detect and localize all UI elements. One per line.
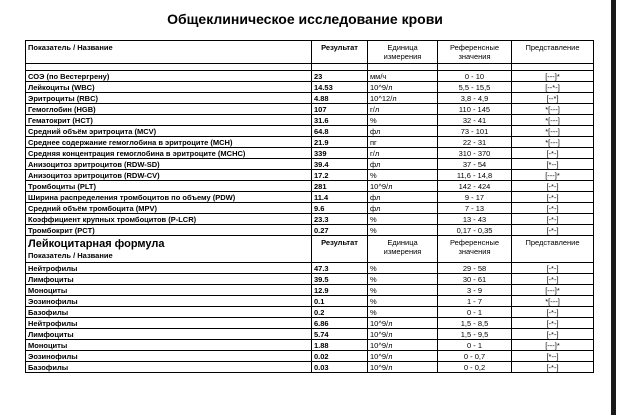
row-result: 39.5 (312, 274, 368, 285)
row-display: [-*-] (512, 263, 594, 274)
row-unit: мм/ч (368, 71, 438, 82)
row-result: 17.2 (312, 170, 368, 181)
row-name: Средний объём тромбоцита (MPV) (26, 203, 312, 214)
row-name: Базофилы (26, 307, 312, 318)
row-result: 0.1 (312, 296, 368, 307)
table-row (26, 148, 594, 159)
row-display: [--*] (512, 93, 594, 104)
row-unit: % (368, 296, 438, 307)
row-unit: 10^9/л (368, 329, 438, 340)
row-reference: 1,5 - 9,5 (438, 329, 512, 340)
row-display: *[---] (512, 126, 594, 137)
row-result: 23.3 (312, 214, 368, 225)
row-reference: 0 - 1 (438, 307, 512, 318)
row-reference: 13 - 43 (438, 214, 512, 225)
blood-test-table (25, 40, 594, 236)
row-display: *[---] (512, 296, 594, 307)
row-display: [-*-] (512, 274, 594, 285)
row-name: Эритроциты (RBC) (26, 93, 312, 104)
row-name: Гемоглобин (HGB) (26, 104, 312, 115)
row-reference: 0 - 0,7 (438, 351, 512, 362)
row-name: Коэффициент крупных тромбоцитов (P-LCR) (26, 214, 312, 225)
row-result: 281 (312, 181, 368, 192)
table-row (26, 203, 594, 214)
table-row (26, 137, 594, 148)
row-unit: % (368, 285, 438, 296)
row-display: [---]* (512, 285, 594, 296)
table-row (26, 82, 594, 93)
row-unit: г/л (368, 148, 438, 159)
table-row (26, 307, 594, 318)
table-row (26, 296, 594, 307)
row-display: [*--] (512, 351, 594, 362)
row-reference: 3,8 - 4,9 (438, 93, 512, 104)
row-name: Базофилы (26, 362, 312, 373)
row-unit: 10^9/л (368, 318, 438, 329)
table-row (26, 126, 594, 137)
row-unit: фл (368, 192, 438, 203)
leukocyte-formula-table (25, 235, 594, 373)
row-display: [-*-] (512, 329, 594, 340)
table-row (26, 362, 594, 373)
row-reference: 310 - 370 (438, 148, 512, 159)
header-display: Представление (512, 236, 594, 263)
row-name: Лимфоциты (26, 329, 312, 340)
table-row (26, 71, 594, 82)
row-result: 339 (312, 148, 368, 159)
row-name: Лимфоциты (26, 274, 312, 285)
row-name: Среднее содержание гемоглобина в эритроците (MCH) (26, 137, 312, 148)
row-name: Тромбокрит (PCT) (26, 225, 312, 236)
table-row (26, 93, 594, 104)
row-unit: 10^9/л (368, 181, 438, 192)
row-name: Средняя концентрация гемоглобина в эритроците (MCHC) (26, 148, 312, 159)
row-display: [-*-] (512, 214, 594, 225)
table-row (26, 285, 594, 296)
header-unit: Единица измерения (368, 41, 438, 64)
section-title: Лейкоцитарная формула (28, 238, 165, 250)
row-reference: 22 - 31 (438, 137, 512, 148)
row-name: Нейтрофилы (26, 263, 312, 274)
header-result: Результат (312, 236, 368, 263)
row-reference: 5,5 - 15,5 (438, 82, 512, 93)
row-name: Анизоцитоз эритроцитов (RDW-CV) (26, 170, 312, 181)
row-reference: 11,6 - 14,8 (438, 170, 512, 181)
page-title: Общеклиническое исследование крови (167, 11, 443, 27)
table-row (26, 159, 594, 170)
header-reference: Референсные значения (438, 41, 512, 64)
row-result: 31.6 (312, 115, 368, 126)
row-display: [-*-] (512, 307, 594, 318)
table-row (26, 181, 594, 192)
row-unit: % (368, 214, 438, 225)
row-name: Моноциты (26, 340, 312, 351)
row-result: 0.2 (312, 307, 368, 318)
row-display: *[---] (512, 115, 594, 126)
row-display: [---]* (512, 340, 594, 351)
table-row (26, 192, 594, 203)
row-result: 0.03 (312, 362, 368, 373)
row-result: 9.6 (312, 203, 368, 214)
section-header (26, 236, 312, 263)
row-reference: 30 - 61 (438, 274, 512, 285)
header-display: Представление (512, 41, 594, 64)
header-result: Результат (312, 41, 368, 64)
row-name: Лейкоциты (WBC) (26, 82, 312, 93)
row-unit: г/л (368, 104, 438, 115)
row-name: Средний объём эритроцита (MCV) (26, 126, 312, 137)
row-reference: 32 - 41 (438, 115, 512, 126)
row-display: [-*-] (512, 181, 594, 192)
page-edge (611, 0, 616, 415)
row-display: *[---] (512, 137, 594, 148)
row-display: [---]* (512, 170, 594, 181)
row-result: 11.4 (312, 192, 368, 203)
row-reference: 1,5 - 8,5 (438, 318, 512, 329)
row-unit: % (368, 274, 438, 285)
row-result: 0.02 (312, 351, 368, 362)
table-header-row (26, 236, 594, 263)
table-row (26, 263, 594, 274)
row-result: 5.74 (312, 329, 368, 340)
row-name: Нейтрофилы (26, 318, 312, 329)
row-reference: 7 - 13 (438, 203, 512, 214)
row-unit: % (368, 307, 438, 318)
row-result: 0.27 (312, 225, 368, 236)
row-unit: % (368, 263, 438, 274)
row-display: *[---] (512, 104, 594, 115)
header-name: Показатель / Название (26, 41, 312, 64)
table-row (26, 329, 594, 340)
row-display: [-*-] (512, 148, 594, 159)
row-display: [-*-] (512, 318, 594, 329)
row-unit: пг (368, 137, 438, 148)
row-result: 6.86 (312, 318, 368, 329)
row-reference: 0 - 0,2 (438, 362, 512, 373)
row-display: [-*-] (512, 225, 594, 236)
row-name: Тромбоциты (PLT) (26, 181, 312, 192)
row-unit: фл (368, 203, 438, 214)
row-name: Эозинофилы (26, 351, 312, 362)
row-unit: % (368, 170, 438, 181)
row-reference: 142 - 424 (438, 181, 512, 192)
row-display: [*--] (512, 159, 594, 170)
row-unit: 10^9/л (368, 82, 438, 93)
row-reference: 1 - 7 (438, 296, 512, 307)
table-row (26, 318, 594, 329)
table-header-row (26, 41, 594, 64)
table-row (26, 115, 594, 126)
row-reference: 0,17 - 0,35 (438, 225, 512, 236)
row-unit: 10^12/л (368, 93, 438, 104)
row-name: Моноциты (26, 285, 312, 296)
row-reference: 0 - 1 (438, 340, 512, 351)
spacer-row (26, 64, 594, 71)
row-result: 21.9 (312, 137, 368, 148)
row-unit: 10^9/л (368, 351, 438, 362)
row-result: 23 (312, 71, 368, 82)
row-unit: % (368, 225, 438, 236)
table-row (26, 225, 594, 236)
table-row (26, 170, 594, 181)
table-row (26, 104, 594, 115)
header-reference: Референсные значения (438, 236, 512, 263)
row-display: [-*-] (512, 203, 594, 214)
row-result: 4.88 (312, 93, 368, 104)
row-display: [--*-] (512, 82, 594, 93)
header-unit: Единица измерения (368, 236, 438, 263)
row-result: 14.53 (312, 82, 368, 93)
header-name: Показатель / Название (28, 251, 113, 260)
row-result: 12.9 (312, 285, 368, 296)
row-display: [-*-] (512, 192, 594, 203)
row-reference: 3 - 9 (438, 285, 512, 296)
table-row (26, 351, 594, 362)
row-name: Эозинофилы (26, 296, 312, 307)
row-reference: 29 - 58 (438, 263, 512, 274)
row-name: Анизоцитоз эритроцитов (RDW-SD) (26, 159, 312, 170)
row-result: 39.4 (312, 159, 368, 170)
row-unit: 10^9/л (368, 362, 438, 373)
row-unit: фл (368, 159, 438, 170)
table-row (26, 274, 594, 285)
row-result: 1.88 (312, 340, 368, 351)
row-reference: 110 - 145 (438, 104, 512, 115)
row-reference: 73 - 101 (438, 126, 512, 137)
row-result: 107 (312, 104, 368, 115)
row-unit: 10^9/л (368, 340, 438, 351)
row-unit: % (368, 115, 438, 126)
row-name: Ширина распределения тромбоцитов по объему (PDW) (26, 192, 312, 203)
row-unit: фл (368, 126, 438, 137)
row-reference: 9 - 17 (438, 192, 512, 203)
row-result: 47.3 (312, 263, 368, 274)
table-row (26, 340, 594, 351)
row-display: [-*-] (512, 362, 594, 373)
row-reference: 0 - 10 (438, 71, 512, 82)
row-name: СОЭ (по Вестергрену) (26, 71, 312, 82)
row-reference: 37 - 54 (438, 159, 512, 170)
table-row (26, 214, 594, 225)
row-name: Гематокрит (HCT) (26, 115, 312, 126)
row-display: [---]* (512, 71, 594, 82)
row-result: 64.8 (312, 126, 368, 137)
